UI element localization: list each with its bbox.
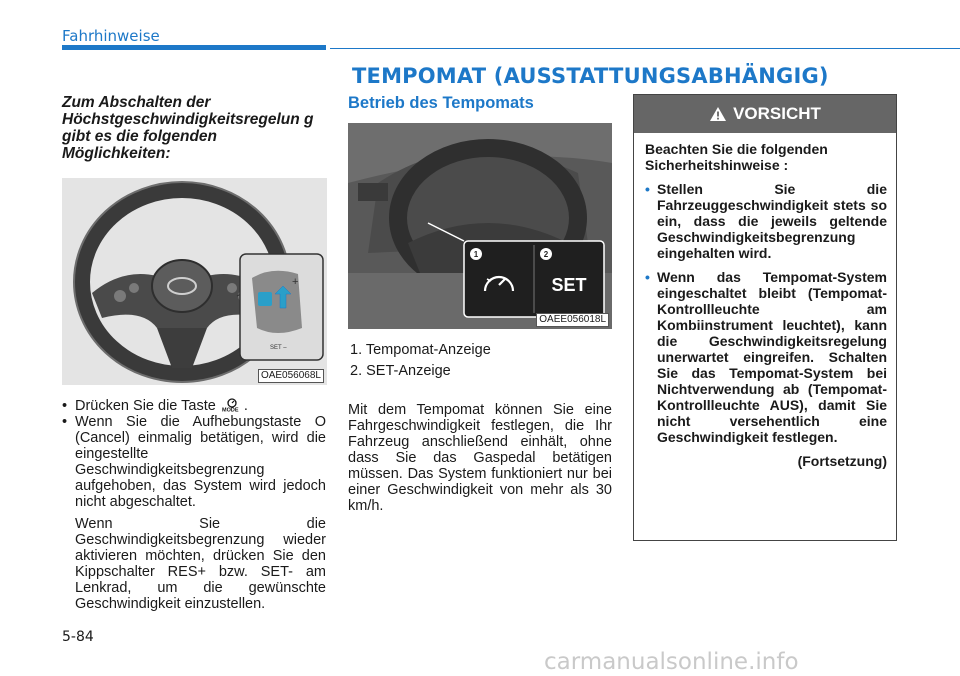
header-section-label: Fahrhinweise	[62, 27, 160, 45]
list-item	[62, 398, 326, 414]
caution-list	[645, 181, 887, 445]
caution-intro: Beachten Sie die folgenden Sicherheitshinweise :	[645, 141, 828, 173]
header-rule-bold	[62, 45, 326, 50]
bullet-text-before: Drücken Sie die Taste	[75, 398, 220, 414]
list-item: • Stellen Sie die Fahrzeuggeschwindigkeit stets so ein, dass die jeweils geltende Geschwindigkeitsbegrenzung eingehalten wird.	[645, 181, 887, 261]
figure-legend	[350, 340, 491, 382]
continued-note: (Fortsetzung)	[797, 453, 887, 469]
legend-item-1: 1. Tempomat-Anzeige	[350, 342, 491, 358]
cruise-mode-icon	[220, 398, 244, 412]
steering-wheel-illustration	[62, 178, 327, 385]
page-number: 5-84	[62, 629, 94, 645]
figure-label-plus: +	[292, 276, 299, 288]
bullet-text-after: .	[243, 398, 248, 414]
left-paragraph: Wenn Sie die Geschwindigkeitsbegrenzung wieder aktivieren möchten, drücken Sie den Kippschalter RES+ bzw. SET- am Lenkrad, um die gewünschte Geschwindigkeit einzustellen.	[75, 516, 326, 612]
legend-item-2: 2. SET-Anzeige	[350, 363, 451, 379]
watermark: carmanualsonline.info	[544, 649, 799, 675]
middle-paragraph: Mit dem Tempomat können Sie eine Fahrgeschwindigkeit festlegen, die Ihr Fahrzeug anschließend einhält, ohne dass Sie das Gaspedal betätigen müssen. Das System funktioniert nur bei einer Geschwindigkeit von mehr als 30 km/h.	[348, 402, 612, 514]
header-rule-thin	[330, 48, 960, 49]
mode-icon-label: MODE	[221, 407, 239, 412]
figure-code-middle: OAEE056018L	[536, 313, 609, 327]
caution-header	[634, 95, 896, 133]
set-indicator-text: SET	[551, 275, 587, 295]
caution-title: VORSICHT	[733, 104, 821, 123]
caution-box	[633, 94, 897, 541]
dashboard-illustration	[348, 123, 612, 329]
list-item: • Wenn Sie die Aufhebungstaste O (Cancel) einmalig betätigen, wird die eingestellte Geschwindigkeitsbegrenzung aufgehoben, das System wird jedoch nicht abgeschaltet.	[62, 414, 326, 510]
dashboard-figure	[348, 123, 612, 329]
section-title: TEMPOMAT (AUSSTATTUNGSABHÄNGIG)	[352, 64, 829, 88]
caution-body	[645, 141, 887, 469]
marker-2: 2	[543, 250, 549, 259]
figure-label-set-minus: SET –	[270, 345, 287, 351]
figure-code-left: OAE056068L	[258, 369, 324, 383]
left-bullet-list	[62, 398, 326, 510]
warning-triangle-icon	[709, 106, 727, 122]
steering-wheel-figure	[62, 178, 327, 385]
left-heading: Zum Abschalten der Höchstgeschwindigkeitsregelun g gibt es die folgenden Möglichkeiten:	[62, 94, 314, 162]
middle-heading: Betrieb des Tempomats	[348, 94, 534, 112]
marker-1: 1	[473, 250, 479, 259]
list-item: • Wenn das Tempomat-System eingeschaltet bleibt (Tempomat-Kontrollleuchte am Kombiinstrument leuchtet), kann die Geschwindigkeitsregelung unerwartet eingreifen. Schalten Sie das Tempomat-System bei Nichtverwendung ab (Tempomat-Kontrollleuchte AUS), damit Sie nicht versehentlich eine Geschwindigkeit festlegen.	[645, 269, 887, 445]
